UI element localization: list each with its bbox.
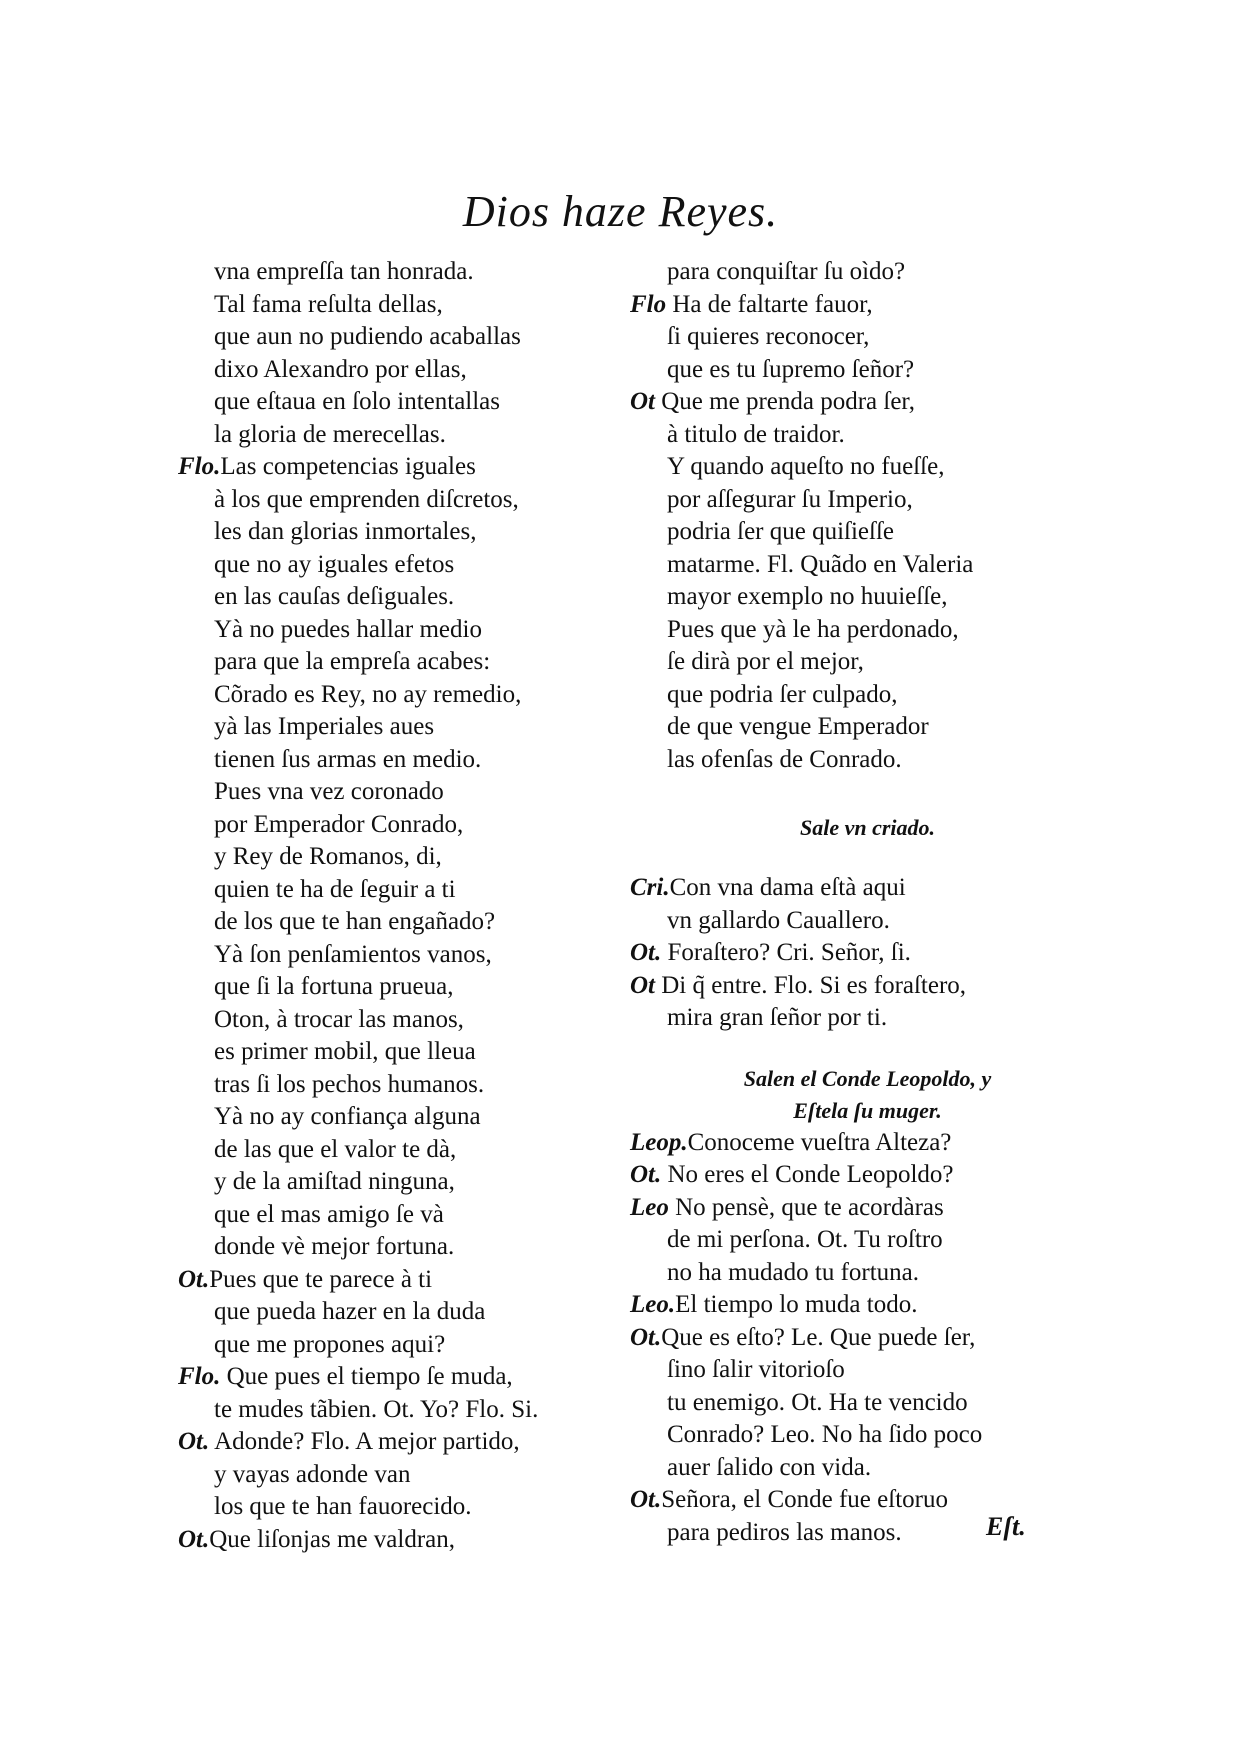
verse-text: la gloria de merecellas. (214, 420, 446, 448)
stage-direction: Sale vn criado. (799, 815, 936, 840)
verse-line (630, 1452, 1075, 1485)
verse-text: las ofenſas de Conrado. (667, 745, 902, 773)
verse-line (630, 1159, 1075, 1192)
verse-line (178, 1069, 618, 1102)
verse-line (178, 874, 618, 907)
verse-line (178, 1166, 618, 1199)
verse-line (630, 1127, 1075, 1160)
verse-line (178, 906, 618, 939)
verse-text: Que es eſto? Le. Que puede ſer, (661, 1323, 976, 1351)
verse-text: para pediros las manos. (667, 1518, 902, 1546)
verse-text: Que pues el tiempo ſe muda, (220, 1363, 513, 1390)
verse-line (178, 1036, 618, 1069)
verse-line (178, 1394, 618, 1427)
verse-line (630, 905, 1075, 938)
verse-line (630, 419, 1075, 452)
verse-line (630, 484, 1075, 517)
verse-line (630, 354, 1075, 387)
verse-text: à los que emprenden diſcretos, (214, 485, 519, 513)
verse-line (178, 1231, 618, 1264)
verse-line (178, 646, 618, 679)
verse-line (630, 646, 1075, 679)
verse-line (178, 1199, 618, 1232)
verse-line (178, 614, 618, 647)
verse-line (178, 1264, 618, 1297)
verse-line (178, 451, 618, 484)
verse-text: Las competencias iguales (220, 453, 476, 480)
verse-text: donde vè mejor fortuna. (214, 1233, 455, 1260)
verse-text: de los que te han engañado? (214, 908, 496, 935)
verse-text: en las cauſas deſiguales. (214, 583, 455, 610)
verse-text: Que liſonjas me valdran, (209, 1525, 456, 1553)
verse-line (630, 581, 1075, 614)
verse-text: auer ſalido con vida. (667, 1453, 872, 1481)
verse-line (178, 484, 618, 517)
verse-text: de las que el valor te dà, (214, 1135, 457, 1163)
verse-line (630, 1257, 1075, 1290)
verse-text: Conoceme vueſtra Alteza? (687, 1128, 952, 1156)
verse-line (178, 1296, 618, 1329)
verse-text: que eſtaua en ſolo intentallas (214, 388, 501, 415)
verse-line (178, 776, 618, 809)
stage-direction-line: Salen el Conde Leopoldo, y (743, 1065, 992, 1091)
verse-text: vna empreſſa tan honrada. (214, 258, 474, 285)
verse-line (630, 937, 1075, 970)
verse-line (630, 516, 1075, 549)
speaker-label: Cri. (630, 874, 670, 901)
verse-line (178, 1491, 618, 1524)
verse-text: podria ſer que quiſieſſe (667, 518, 895, 545)
speaker-label: Ot (630, 971, 655, 999)
verse-text: mayor exemplo no huuieſſe, (667, 583, 948, 610)
verse-line (178, 419, 618, 452)
verse-text: Cõrado es Rey, no ay remedio, (214, 680, 522, 708)
verse-line (630, 549, 1075, 582)
verse-line (630, 1002, 1075, 1035)
verse-line (178, 841, 618, 874)
verse-text: que me propones aqui? (214, 1330, 446, 1358)
verse-text: ſino ſalir vitorioſo (667, 1356, 845, 1383)
verse-line (630, 970, 1075, 1003)
verse-text: los que te han fauorecido. (214, 1493, 472, 1520)
verse-text: que no ay iguales efetos (214, 550, 455, 578)
verse-text: dixo Alexandro por ellas, (214, 355, 467, 383)
verse-line (630, 386, 1075, 419)
verse-text: tras ſi los pechos humanos. (214, 1070, 485, 1098)
verse-line (178, 679, 618, 712)
verse-line (178, 386, 618, 419)
speaker-label: Leop. (630, 1128, 688, 1156)
speaker-label: Leo (630, 1193, 669, 1221)
verse-line (630, 872, 1075, 905)
verse-line (630, 451, 1075, 484)
verse-text: te mudes tãbien. Ot. Yo? Flo. Si. (214, 1395, 539, 1423)
verse-line (178, 321, 618, 354)
verse-line (178, 1101, 618, 1134)
verse-text: que es tu ſupremo ſeñor? (667, 355, 915, 383)
right-column (630, 256, 1075, 1549)
verse-line (178, 256, 618, 289)
speaker-label: Leo. (630, 1291, 676, 1318)
verse-line (178, 711, 618, 744)
speaker-label: Ot. (178, 1428, 210, 1455)
verse-line (630, 289, 1075, 322)
verse-text: Que me prenda podra ſer, (655, 388, 915, 415)
speaker-label: Ot. (630, 1486, 662, 1513)
verse-line (630, 679, 1075, 712)
spacer (630, 1035, 1075, 1063)
verse-line (630, 1419, 1075, 1452)
verse-text: para conquiſtar ſu oìdo? (667, 258, 906, 285)
verse-line (630, 711, 1075, 744)
verse-line (178, 289, 618, 322)
verse-text: Foraſtero? Cri. Señor, ſi. (661, 939, 911, 966)
verse-line (178, 1004, 618, 1037)
speaker-label: Flo (630, 290, 667, 318)
verse-text: No eres el Conde Leopoldo? (661, 1161, 954, 1188)
spacer (630, 844, 1075, 872)
verse-line (630, 1192, 1075, 1225)
verse-text: y vayas adonde van (214, 1460, 411, 1488)
verse-text: que el mas amigo ſe và (214, 1200, 444, 1228)
speaker-label: Ot. (630, 939, 662, 966)
verse-text: Conrado? Leo. No ha ſido poco (667, 1421, 983, 1448)
verse-text: ſi quieres reconocer, (667, 323, 870, 350)
speaker-label: Ot (630, 388, 655, 415)
running-head: Dios haze Reyes. (462, 187, 779, 236)
speaker-label: Flo. (178, 1363, 221, 1390)
verse-line (630, 321, 1075, 354)
verse-text: matarme. Fl. Quãdo en Valeria (667, 550, 974, 578)
verse-text: quien te ha de ſeguir a ti (214, 875, 456, 903)
verse-text: Yà no puedes hallar medio (214, 615, 482, 643)
verse-text: Con vna dama eſtà aqui (669, 874, 906, 901)
right-column-part-a (630, 256, 1075, 776)
speaker-label: Ot. (630, 1323, 662, 1351)
verse-text: Y quando aqueſto no fueſſe, (667, 453, 945, 480)
verse-text: tienen ſus armas en medio. (214, 745, 482, 773)
verse-line (630, 1387, 1075, 1420)
verse-text: por aſſegurar ſu Imperio, (667, 485, 913, 513)
verse-text: No pensè, que te acordàras (668, 1193, 944, 1221)
verse-text: que pueda hazer en la duda (214, 1298, 486, 1325)
verse-text: de mi perſona. Ot. Tu roſtro (667, 1226, 943, 1253)
spacer (630, 776, 1075, 812)
speaker-label: Ot. (630, 1161, 662, 1188)
verse-text: de que vengue Emperador (667, 713, 929, 740)
catchword: Eſt. (986, 1512, 1026, 1541)
verse-line (630, 1224, 1075, 1257)
verse-line (178, 1329, 618, 1362)
verse-line (630, 1289, 1075, 1322)
speaker-label: Ot. (178, 1265, 210, 1293)
speaker-label: Flo. (178, 453, 221, 480)
verse-line (178, 809, 618, 842)
verse-line (630, 1322, 1075, 1355)
verse-text: vn gallardo Cauallero. (667, 906, 890, 934)
verse-line (178, 1459, 618, 1492)
verse-text: à titulo de traidor. (667, 420, 845, 448)
verse-text: Tal fama reſulta dellas, (214, 290, 443, 318)
stage-direction-line: Eſtela ſu muger. (793, 1097, 942, 1123)
verse-text: yà las Imperiales aues (214, 713, 435, 740)
verse-text: que aun no pudiendo acaballas (214, 323, 521, 350)
left-column (178, 256, 618, 1556)
verse-text: El tiempo lo muda todo. (675, 1291, 918, 1318)
verse-line (630, 1354, 1075, 1387)
verse-text: que podria ſer culpado, (667, 680, 898, 708)
verse-text: no ha mudado tu fortuna. (667, 1258, 920, 1286)
verse-text: y de la amiſtad ninguna, (214, 1168, 455, 1195)
verse-text: mira gran ſeñor por ti. (667, 1004, 888, 1031)
verse-text: ſe dirà por el mejor, (667, 648, 864, 675)
verse-line (178, 1524, 618, 1557)
verse-text: Oton, à trocar las manos, (214, 1005, 464, 1033)
verse-text: tu enemigo. Ot. Ha te vencido (667, 1388, 968, 1416)
verse-text: es primer mobil, que lleua (214, 1038, 476, 1065)
speaker-label: Ot. (178, 1525, 210, 1553)
verse-line (178, 1134, 618, 1167)
verse-text: Adonde? Flo. A mejor partido, (209, 1428, 520, 1455)
verse-line (178, 971, 618, 1004)
verse-text: y Rey de Romanos, di, (214, 843, 442, 870)
verse-line (178, 581, 618, 614)
verse-text: que ſi la fortuna prueua, (214, 973, 454, 1000)
right-column-part-c (630, 1127, 1075, 1550)
verse-text: Di q̃ entre. Flo. Si es foraſtero, (655, 971, 967, 999)
verse-line (178, 1426, 618, 1459)
verse-text: Señora, el Conde fue eſtoruo (661, 1486, 948, 1513)
verse-line (178, 516, 618, 549)
right-column-part-b (630, 872, 1075, 1035)
verse-line (630, 744, 1075, 777)
verse-text: Ha de faltarte fauor, (666, 290, 873, 318)
verse-text: Yà no ay confiança alguna (214, 1103, 481, 1130)
verse-text: Pues que yà le ha perdonado, (667, 615, 959, 643)
verse-line (630, 614, 1075, 647)
verse-text: por Emperador Conrado, (214, 810, 464, 838)
verse-text: les dan glorias inmortales, (214, 518, 477, 545)
verse-text: Pues vna vez coronado (214, 778, 444, 805)
verse-line (178, 1361, 618, 1394)
verse-line (178, 939, 618, 972)
verse-line (178, 354, 618, 387)
verse-line (630, 256, 1075, 289)
verse-text: para que la empreſa acabes: (214, 648, 491, 675)
verse-text: Yà ſon penſamientos vanos, (214, 940, 492, 968)
verse-line (178, 549, 618, 582)
verse-line (178, 744, 618, 777)
verse-text: Pues que te parece à ti (209, 1265, 433, 1293)
